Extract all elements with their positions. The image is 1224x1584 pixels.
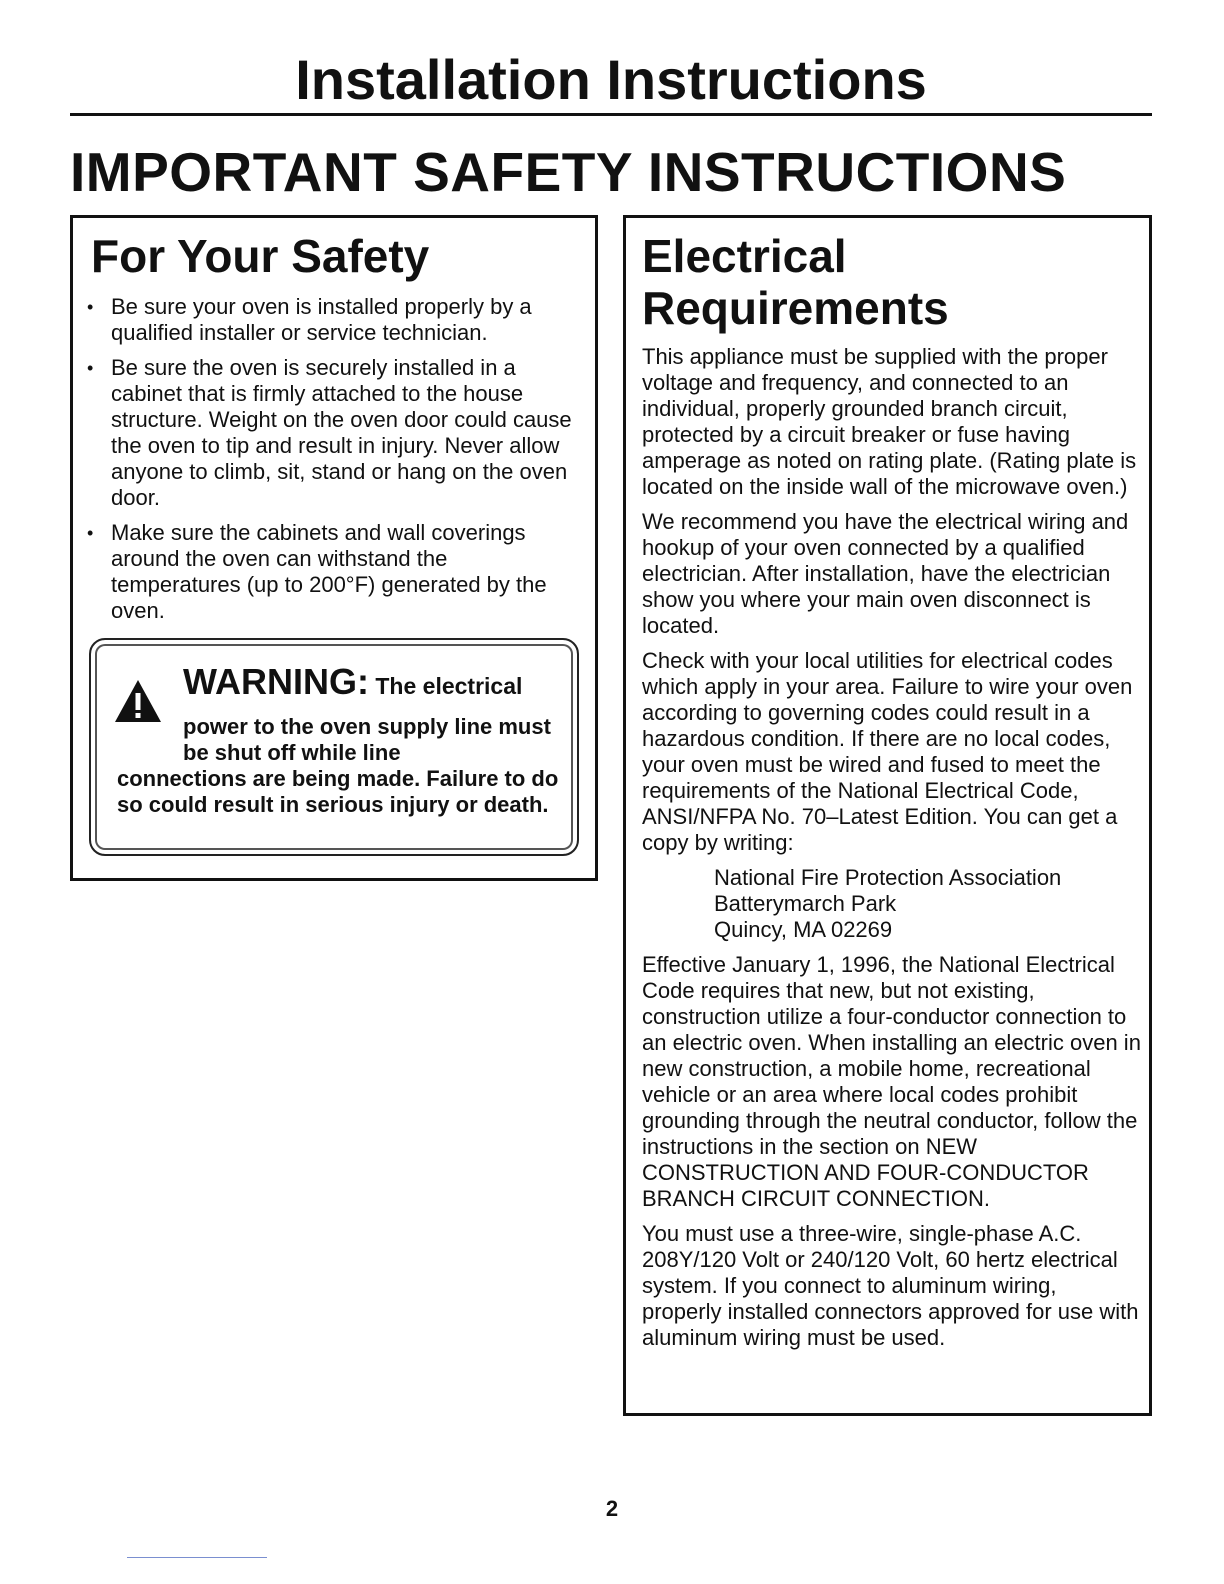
safety-bullet: • Be sure the oven is securely installed in a cabinet that is firmly attached to the house structure. Weight on the oven door could cause the oven to tip and result in injury. Never allow anyone to climb, sit, stand or hang on the oven door.: [103, 355, 573, 511]
warning-triangle-icon: [113, 678, 163, 724]
electrical-paragraph: You must use a three-wire, single-phase A.C. 208Y/120 Volt or 240/120 Volt, 60 hertz electrical system. If you connect to aluminum wiring, properly installed connectors approved for use with aluminum wiring must be used.: [642, 1221, 1139, 1350]
safety-box: [70, 215, 598, 881]
electrical-paragraph: This appliance must be supplied with the proper voltage and frequency, and connected to an individual, properly grounded branch circuit, protected by a circuit breaker or fuse having amperage as noted on rating plate. (Rating plate is located on the inside wall of the microwave oven.): [642, 344, 1137, 499]
electrical-paragraph: Effective January 1, 1996, the National Electrical Code requires that new, but not existing, construction utilize a four-conductor connection to an electric oven. When installing an electric oven in new construction, a mobile home, recreational vehicle or an area where local codes prohibit grounding through the neutral conductor, follow the instructions in the section on NEW CONSTRUCTION AND FOUR-CONDUCTOR BRANCH CIRCUIT CONNECTION.: [642, 952, 1141, 1211]
warning-heading: [183, 662, 522, 706]
safety-bullet: • Be sure your oven is installed properly by a qualified installer or service technician.: [103, 294, 573, 346]
page-number: 2: [605, 1496, 619, 1521]
safety-bullet: • Make sure the cabinets and wall coverings around the oven can withstand the temperatures (up to 200°F) generated by the oven.: [103, 520, 573, 624]
section-subtitle: IMPORTANT SAFETY INSTRUCTIONS: [70, 141, 1067, 203]
warning-label: WARNING:: [183, 661, 369, 702]
warning-callout: [89, 638, 579, 856]
electrical-paragraph: We recommend you have the electrical wiring and hookup of your oven connected by a qualified electrician. After installation, have the electrician show you where your main oven disconnect is located.: [642, 509, 1129, 638]
electrical-body: [642, 344, 1142, 1360]
electrical-box: [623, 215, 1152, 1416]
safety-heading: For Your Safety: [91, 230, 430, 282]
electrical-heading-line2: Requirements: [642, 282, 949, 334]
warning-inline-text: The electrical: [368, 673, 523, 699]
title-divider: [70, 113, 1152, 116]
safety-bullet-list: [103, 294, 573, 633]
electrical-paragraph: Check with your local utilities for electrical codes which apply in your area. Failure to wire your oven according to governing codes could result in a hazardous condition. If there are no local codes, your oven must be wired and fused to meet the requirements of the National Electrical Code, ANSI/NFPA No. 70–Latest Edition. You can get a copy by writing:: [642, 648, 1133, 855]
electrical-heading: [642, 230, 1142, 334]
address-line: National Fire Protection Association: [714, 865, 1062, 890]
address-line: Quincy, MA 02269: [714, 917, 893, 942]
electrical-heading-line1: Electrical: [642, 230, 847, 282]
warning-text-full: connections are being made. Failure to do so could result in serious injury or death.: [117, 766, 559, 817]
page-title: Installation Instructions: [295, 48, 927, 111]
mailing-address: [714, 865, 1142, 943]
footer-divider: [127, 1557, 267, 1558]
warning-text-indented: power to the oven supply line must be shut off while line: [183, 714, 551, 765]
address-line: Batterymarch Park: [714, 891, 897, 916]
